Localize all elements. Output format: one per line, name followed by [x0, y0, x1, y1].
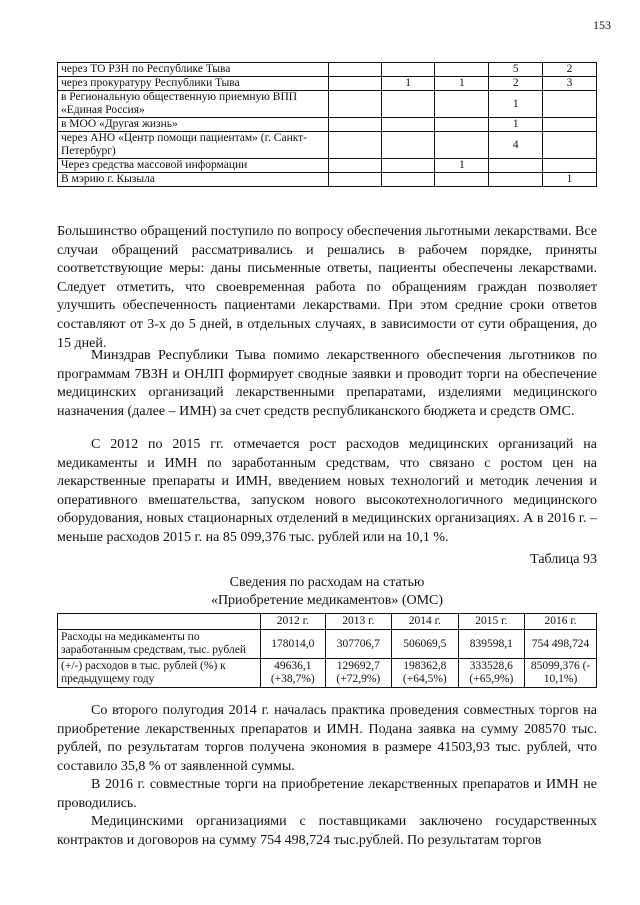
row-label: в Региональную общественную приемную ВПП «Единая Россия» — [58, 91, 329, 118]
row-cell — [435, 132, 489, 159]
row-cell — [435, 173, 489, 187]
table-row — [58, 118, 597, 132]
row-cell — [435, 63, 489, 77]
row-label: через ТО РЗН по Республике Тыва — [58, 63, 329, 77]
row-cell — [328, 91, 381, 118]
row-cell — [328, 159, 381, 173]
table-title-line-2: «Приобретение медикаментов» (ОМС) — [210, 593, 444, 608]
paragraph-1: Большинство обращений поступило по вопросу обеспечения льготными лекарствами. Все случаи обращений рассматривались и решались в рабочем порядке, приняты соответствующие меры: даны письменные ответы, пациенты обеспечены лекарствами. Следует отметить, что своевременная работа по обращениям граждан позволяет улучшить обеспеченность пациентами лекарствами. При этом средние сроки ответов составляют от 3-х до 5 дней, в отдельных случаях, в зависимости от сути обращения, до 15 дней. — [57, 224, 597, 351]
row-cell: 4 — [489, 132, 543, 159]
table-row — [58, 630, 597, 659]
expenses-table — [57, 613, 597, 688]
appeals-table — [57, 62, 597, 187]
row-cell: 3 — [543, 77, 597, 91]
row-cell — [328, 63, 381, 77]
expenses-table-body — [58, 630, 597, 688]
row-cell — [543, 132, 597, 159]
row-value: 754 498,724 — [525, 630, 597, 659]
row-cell: 2 — [543, 63, 597, 77]
row-value: 307706,7 — [325, 630, 392, 659]
paragraph-5: В 2016 г. совместные торги на приобретение лекарственных препаратов и ИМН не проводились. — [57, 777, 597, 811]
table-caption: Таблица 93 — [530, 552, 597, 567]
column-header: 2014 г. — [392, 614, 459, 630]
row-cell — [381, 118, 435, 132]
row-label: (+/-) расходов в тыс. рублей (%) к предыдущему году — [58, 659, 261, 688]
row-cell: 1 — [543, 173, 597, 187]
row-label: через прокуратуру Республики Тыва — [58, 77, 329, 91]
table-row — [58, 159, 597, 173]
row-cell — [489, 173, 543, 187]
row-value: 129692,7 (+72,9%) — [325, 659, 392, 688]
row-cell — [543, 91, 597, 118]
row-cell: 1 — [435, 159, 489, 173]
row-cell — [381, 132, 435, 159]
table-row — [58, 77, 597, 91]
row-label: через АНО «Центр помощи пациентам» (г. Санкт-Петербург) — [58, 132, 329, 159]
row-value: 178014,0 — [261, 630, 326, 659]
row-value: 839598,1 — [458, 630, 525, 659]
table-row — [58, 63, 597, 77]
paragraph-3: С 2012 по 2015 гг. отмечается рост расходов медицинских организаций на медикаменты и ИМН по заработанным средствам, что связано с ростом цен на лекарственные препараты и ИМН, введением новых технологий и методик лечения и оперативного вмешательства, запуском нового высокотехнологичного медицинского оборудования, новых стационарных отделений в медицинских организациях. А в 2016 г. – меньше расходов 2015 г. на 85 099,376 тыс. рублей или на 10,1 %. — [57, 437, 597, 545]
row-cell — [381, 173, 435, 187]
row-label: Через средства массовой информации — [58, 159, 329, 173]
row-cell — [435, 118, 489, 132]
table-row — [58, 659, 597, 688]
row-value: 506069,5 — [392, 630, 459, 659]
table-row — [58, 132, 597, 159]
row-cell — [381, 63, 435, 77]
row-cell — [328, 77, 381, 91]
row-cell — [381, 91, 435, 118]
row-cell: 1 — [435, 77, 489, 91]
column-header: 2012 г. — [261, 614, 326, 630]
row-cell — [435, 91, 489, 118]
paragraph-4: Со второго полугодия 2014 г. началась практика проведения совместных торгов на приобретение лекарственных препаратов и ИМН. Подана заявка на сумму 208570 тыс. рублей, по результатам торгов получена экономия в размере 41503,93 тыс. рублей, что составило 35,8 % от заявленной суммы. — [57, 703, 597, 774]
paragraph-6: Медицинскими организациями с поставщиками заключено государственных контрактов и договоров на сумму 754 498,724 тыс.рублей. По результатам торгов — [57, 814, 597, 848]
appeals-table-body — [58, 63, 597, 187]
column-header: 2016 г. — [525, 614, 597, 630]
column-header — [58, 614, 261, 630]
table-title-line-1: Сведения по расходам на статью — [229, 575, 425, 590]
expenses-table-header — [58, 614, 597, 630]
column-header: 2013 г. — [325, 614, 392, 630]
row-value: 198362,8 (+64,5%) — [392, 659, 459, 688]
row-cell: 1 — [381, 77, 435, 91]
table-row — [58, 173, 597, 187]
row-cell — [381, 159, 435, 173]
row-cell: 2 — [489, 77, 543, 91]
row-label: Расходы на медикаменты по заработанным средствам, тыс. рублей — [58, 630, 261, 659]
row-value: 49636,1 (+38,7%) — [261, 659, 326, 688]
row-cell — [543, 159, 597, 173]
row-cell: 1 — [489, 91, 543, 118]
row-cell: 1 — [489, 118, 543, 132]
row-cell — [328, 118, 381, 132]
row-cell — [328, 173, 381, 187]
row-value: 85099,376 (- 10,1%) — [525, 659, 597, 688]
column-header: 2015 г. — [458, 614, 525, 630]
row-label: в МОО «Другая жизнь» — [58, 118, 329, 132]
page-number: 153 — [593, 18, 611, 32]
row-label: В мэрию г. Кызыла — [58, 173, 329, 187]
row-cell: 5 — [489, 63, 543, 77]
row-cell — [328, 132, 381, 159]
row-cell — [489, 159, 543, 173]
paragraph-2: Минздрав Республики Тыва помимо лекарственного обеспечения льготников по программам 7ВЗН и ОНЛП формирует сводные заявки и проводит торги на обеспечение медицинских организаций лекарственными препаратами, изделиями медицинского назначения (далее – ИМН) за счет средств республиканского бюджета и средств ОМС. — [57, 348, 597, 419]
row-cell — [543, 118, 597, 132]
row-value: 333528,6 (+65,9%) — [458, 659, 525, 688]
table-row — [58, 91, 597, 118]
